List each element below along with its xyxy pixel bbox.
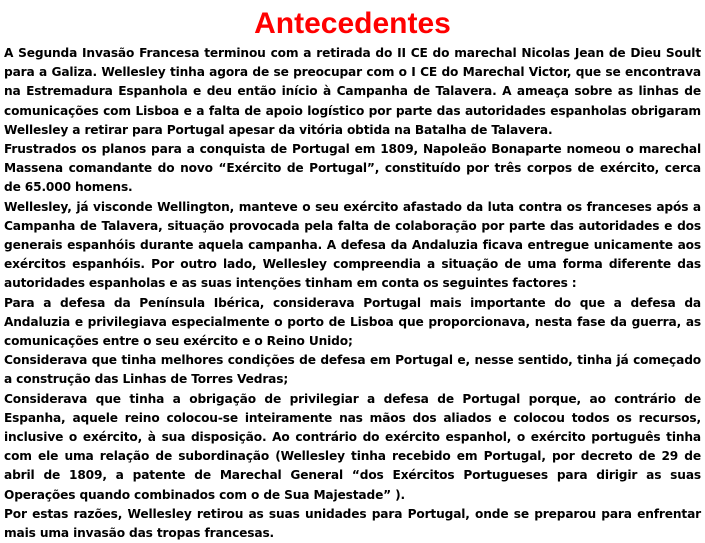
paragraph: A Segunda Invasão Francesa terminou com a retirada do II CE do marechal Nicolas Jean de Dieu Soult para a Galiza. Wellesley tinha agora de se preocupar com o I CE do Marechal Victor, que se encontrava na Estremadura Espanhola e deu então início à Campanha de Talavera. A ameaça sobre as linhas de comunicações com Lisboa e a falta de apoio logístico por parte das autoridades espanholas obrigaram Wellesley a retirar para Portugal apesar da vitória obtida na Batalha de Talavera. [4,46,701,137]
paragraph: Frustrados os planos para a conquista de Portugal em 1809, Napoleão Bonaparte nomeou o marechal Massena comandante do novo “Exército de Portugal”, constituído por três corpos de exército, cerca de 65.000 homens. [4,142,701,195]
page-title: Antecedentes [254,7,451,40]
paragraph: Para a defesa da Península Ibérica, considerava Portugal mais importante do que a defesa da Andaluzia e privilegiava especialmente o porto de Lisboa que proporcionava, nesta fase da guerra, as comunicações entre o seu exército e o Reino Unido; [4,295,701,349]
paragraph: Considerava que tinha a obrigação de privilegiar a defesa de Portugal porque, ao contrário de Espanha, aquele reino colocou-se inteiramente nas mãos dos aliados e colocou todos os recursos, inclusive o exército, à sua disposição. Ao contrário do exército espanhol, o exército português tinha com ele uma relação de subordinação (Wellesley tinha recebido em Portugal, por decreto de 29 de abril de 1809, a patente de Marechal General “dos Exércitos Portugueses para dirigir as suas Operações quando combinados com o de Sua Majestade” ). [4,391,701,502]
paragraph: Wellesley, já visconde Wellington, manteve o seu exército afastado da luta contra os franceses após a Campanha de Talavera, situação provocada pela falta de colaboração por parte das autoridades e dos generais espanhóis durante aquela campanha. A defesa da Andaluzia ficava entregue unicamente aos exércitos espanhóis. Por outro lado, Wellesley compreendia a situação de uma forma diferente das autoridades espanholas e as suas intenções tinham em conta os seguintes factores : [4,199,701,291]
paragraph: Considerava que tinha melhores condições de defesa em Portugal e, nesse sentido, tinha já começado a construção das Linhas de Torres Vedras; [4,353,701,387]
body-text [4,44,701,543]
paragraph: Por estas razões, Wellesley retirou as suas unidades para Portugal, onde se preparou para enfrentar mais uma invasão das tropas francesas. [4,506,701,541]
